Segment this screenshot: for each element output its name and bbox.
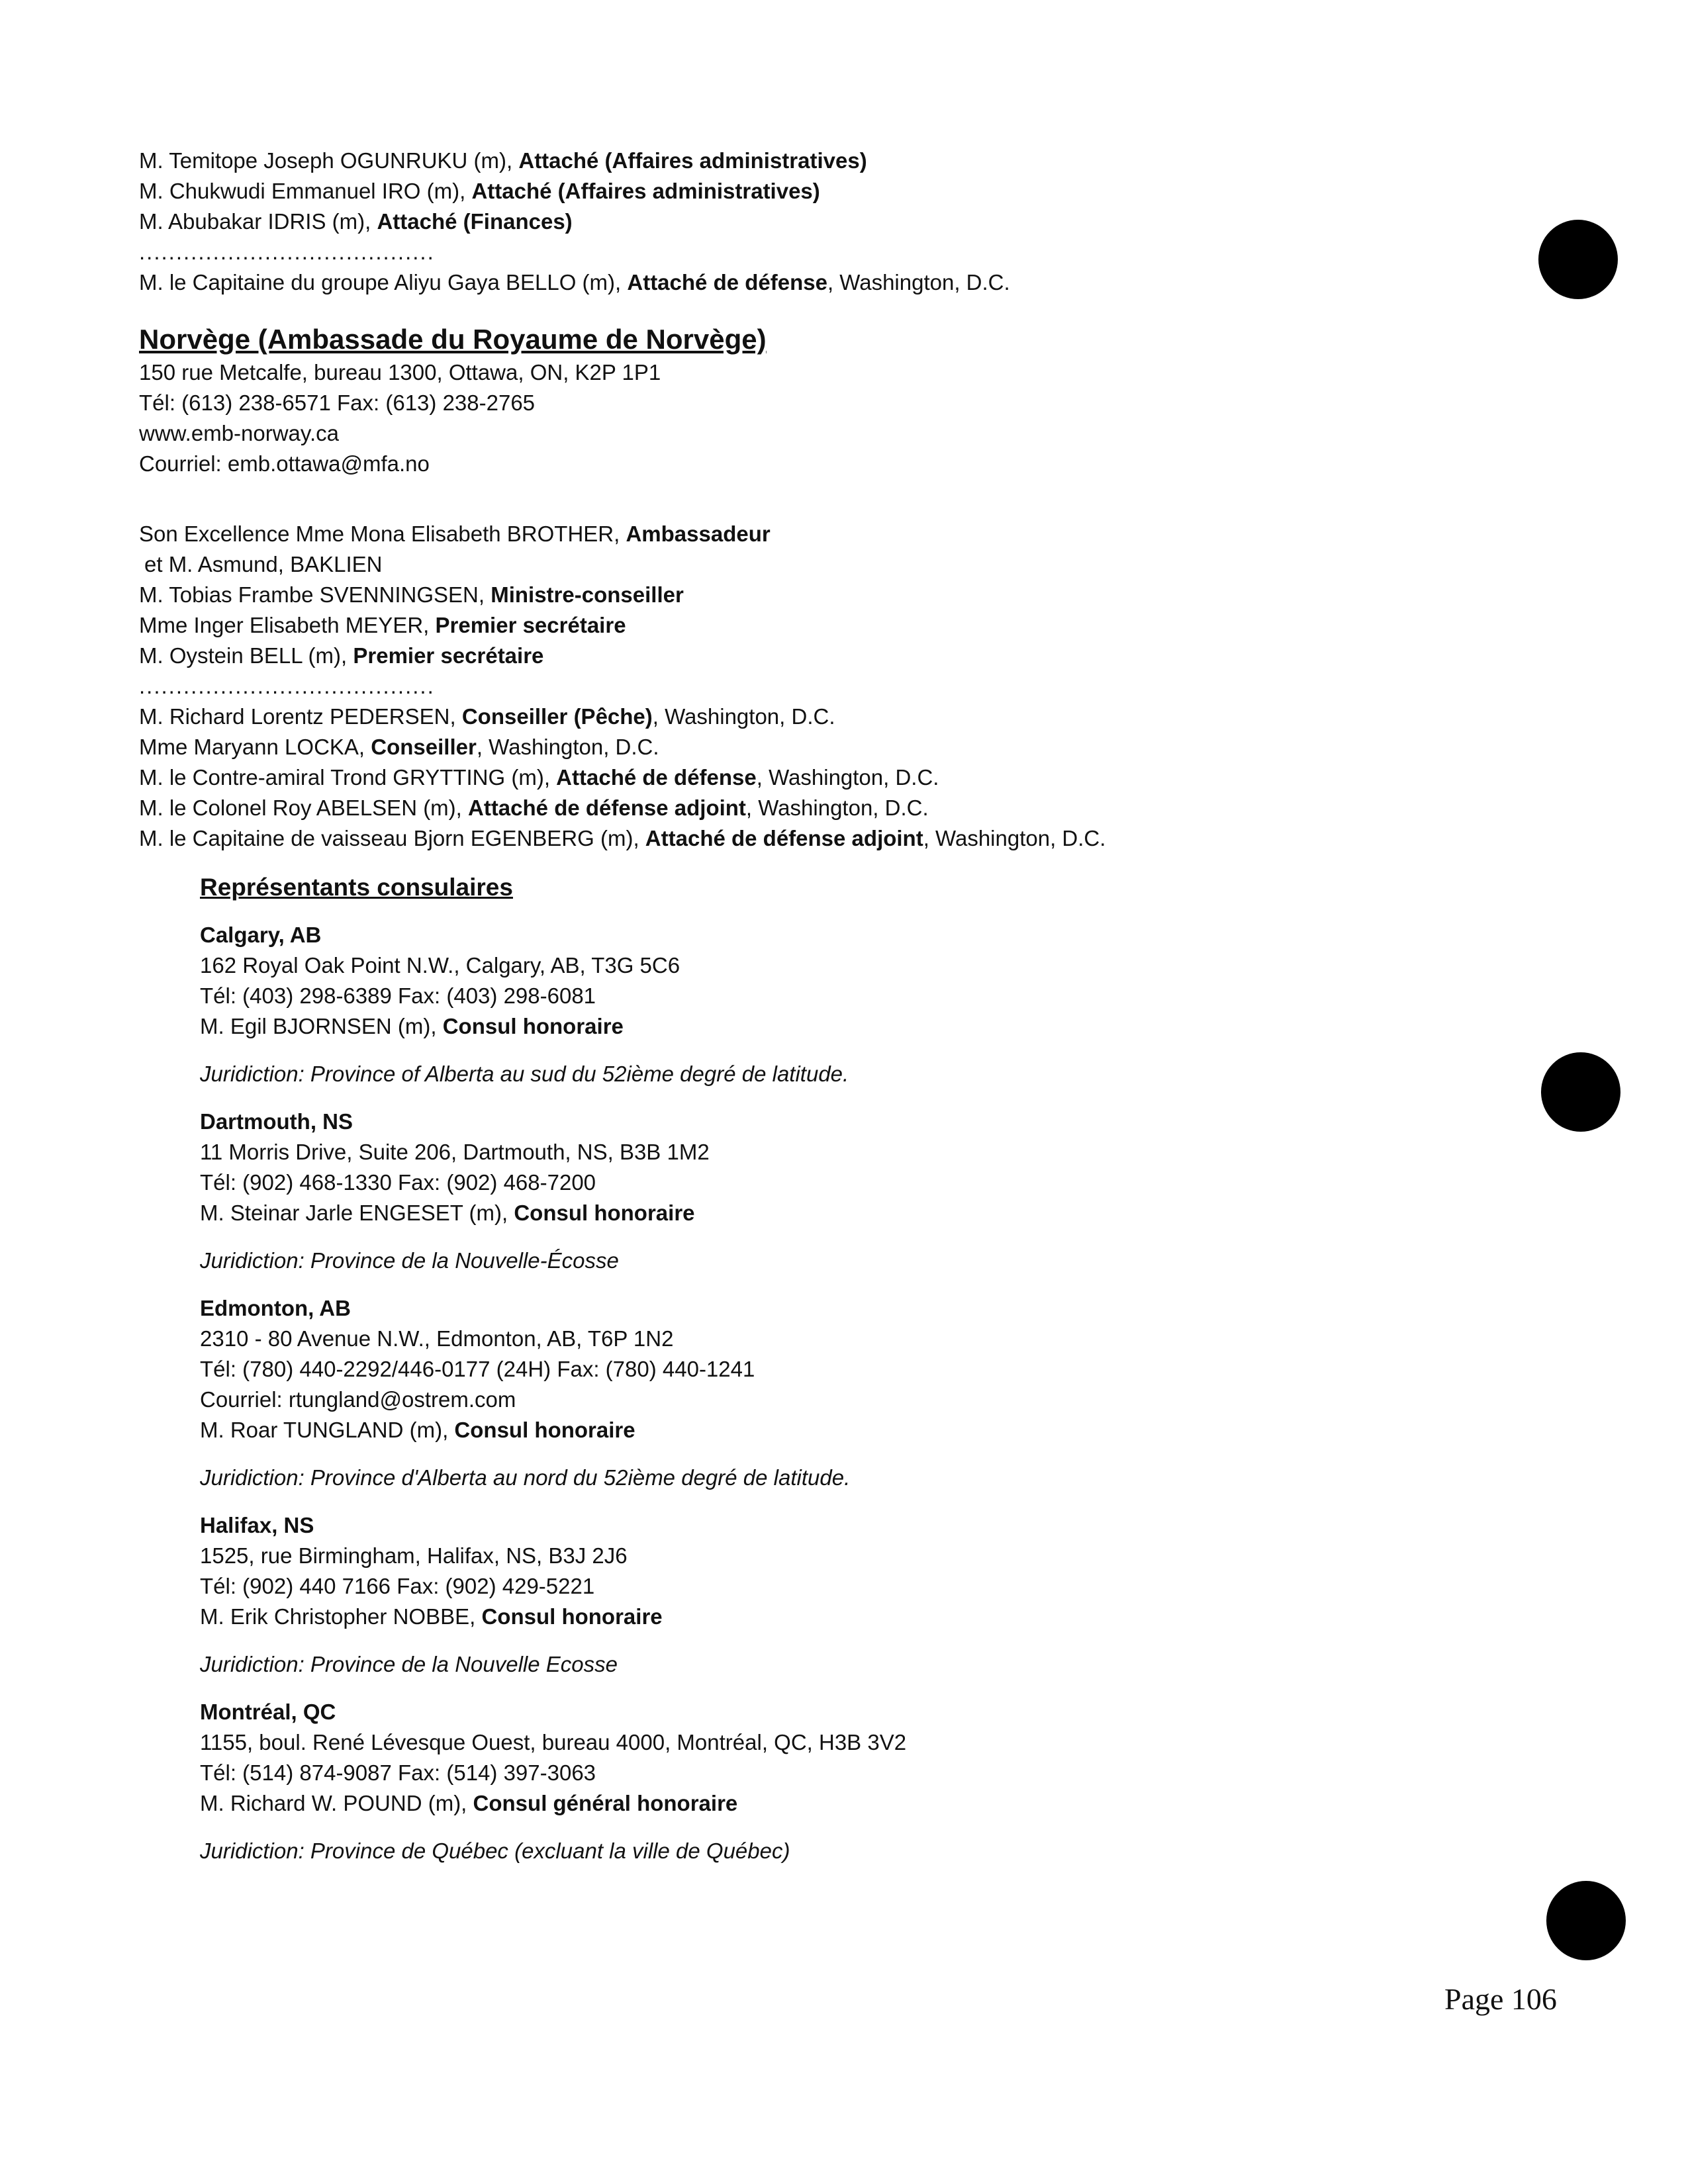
embassy-email[interactable]: Courriel: emb.ottawa@mfa.no xyxy=(139,451,430,476)
consulate-city: Edmonton, AB xyxy=(200,1296,351,1320)
consul-entry: M. Egil BJORNSEN (m), Consul honoraire xyxy=(200,1014,624,1038)
staff-entry: M. Abubakar IDRIS (m), Attaché (Finances) xyxy=(139,209,573,234)
consulate-email[interactable]: Courriel: rtungland@ostrem.com xyxy=(200,1387,516,1412)
nigeria-staff-list xyxy=(139,146,1529,237)
consulate-jurisdiction: Juridiction: Province of Alberta au sud du 52ième degré de latitude. xyxy=(200,1062,849,1086)
dotted-separator: ........................................ xyxy=(139,674,435,698)
document-body xyxy=(139,146,1529,1866)
ambassador-entry: Son Excellence Mme Mona Elisabeth BROTHER, Ambassadeur xyxy=(139,522,771,546)
consulate-jurisdiction: Juridiction: Province de la Nouvelle-Écosse xyxy=(200,1248,619,1273)
dotted-separator: ........................................ xyxy=(139,240,435,264)
consulate-list xyxy=(200,903,1529,1866)
consulate-city: Halifax, NS xyxy=(200,1513,314,1537)
consulate-city: Dartmouth, NS xyxy=(200,1109,353,1134)
staff-entry: M. Richard Lorentz PEDERSEN, Conseiller (Pêche), Washington, D.C. xyxy=(139,704,835,729)
consul-entry: M. Erik Christopher NOBBE, Consul honoraire xyxy=(200,1604,663,1629)
consulate-dartmouth xyxy=(200,1089,1529,1276)
ambassador-spouse: et M. Asmund, BAKLIEN xyxy=(144,552,383,576)
consulate-phone: Tél: (780) 440-2292/446-0177 (24H) Fax: (780) 440-1241 xyxy=(200,1357,755,1381)
consulate-address: 2310 - 80 Avenue N.W., Edmonton, AB, T6P 1N2 xyxy=(200,1326,674,1351)
consulate-halifax xyxy=(200,1493,1529,1680)
consulate-phone: Tél: (403) 298-6389 Fax: (403) 298-6081 xyxy=(200,983,596,1008)
consulate-montreal xyxy=(200,1680,1529,1866)
embassy-address: 150 rue Metcalfe, bureau 1300, Ottawa, ON, K2P 1P1 xyxy=(139,360,661,385)
punch-hole-bottom xyxy=(1546,1881,1626,1960)
consulate-address: 1155, boul. René Lévesque Ouest, bureau 4000, Montréal, QC, H3B 3V2 xyxy=(200,1730,907,1754)
staff-entry: Mme Maryann LOCKA, Conseiller, Washington, D.C. xyxy=(139,735,659,759)
norway-staff-list xyxy=(139,580,1529,671)
consulate-address: 1525, rue Birmingham, Halifax, NS, B3J 2J6 xyxy=(200,1543,628,1568)
consulate-address: 162 Royal Oak Point N.W., Calgary, AB, T3G 5C6 xyxy=(200,953,680,978)
staff-entry: M. le Capitaine du groupe Aliyu Gaya BELLO (m), Attaché de défense, Washington, D.C. xyxy=(139,270,1010,295)
staff-entry: M. le Colonel Roy ABELSEN (m), Attaché de défense adjoint, Washington, D.C. xyxy=(139,796,929,820)
punch-hole-top xyxy=(1538,220,1618,299)
page-number: Page 106 xyxy=(1444,1982,1557,2016)
consul-entry: M. Roar TUNGLAND (m), Consul honoraire xyxy=(200,1418,635,1442)
punch-hole-middle xyxy=(1541,1052,1620,1132)
staff-entry: M. le Contre-amiral Trond GRYTTING (m), Attaché de défense, Washington, D.C. xyxy=(139,765,939,790)
embassy-website[interactable]: www.emb-norway.ca xyxy=(139,421,339,445)
staff-entry: Mme Inger Elisabeth MEYER, Premier secrétaire xyxy=(139,613,626,637)
consulate-edmonton xyxy=(200,1276,1529,1493)
consulate-city: Montréal, QC xyxy=(200,1700,336,1724)
consul-entry: M. Steinar Jarle ENGESET (m), Consul honoraire xyxy=(200,1201,695,1225)
consulate-address: 11 Morris Drive, Suite 206, Dartmouth, NS, B3B 1M2 xyxy=(200,1140,710,1164)
consulate-phone: Tél: (514) 874-9087 Fax: (514) 397-3063 xyxy=(200,1760,596,1785)
consulate-city: Calgary, AB xyxy=(200,923,322,947)
consulate-jurisdiction: Juridiction: Province de la Nouvelle Ecosse xyxy=(200,1652,618,1676)
consulate-jurisdiction: Juridiction: Province de Québec (excluant la ville de Québec) xyxy=(200,1839,790,1863)
consulate-calgary xyxy=(200,903,1529,1089)
staff-entry: M. Temitope Joseph OGUNRUKU (m), Attaché (Affaires administratives) xyxy=(139,148,867,173)
consulate-phone: Tél: (902) 440 7166 Fax: (902) 429-5221 xyxy=(200,1574,595,1598)
consul-entry: M. Richard W. POUND (m), Consul général honoraire xyxy=(200,1791,738,1815)
norway-washington-staff-list xyxy=(139,702,1529,854)
section-heading-consular: Représentants consulaires xyxy=(200,874,513,901)
section-heading-norway: Norvège (Ambassade du Royaume de Norvège) xyxy=(139,324,767,355)
staff-entry: M. Tobias Frambe SVENNINGSEN, Ministre-conseiller xyxy=(139,582,684,607)
consulate-jurisdiction: Juridiction: Province d'Alberta au nord du 52ième degré de latitude. xyxy=(200,1465,851,1490)
staff-entry: M. Oystein BELL (m), Premier secrétaire xyxy=(139,643,544,668)
staff-entry: M. le Capitaine de vaisseau Bjorn EGENBERG (m), Attaché de défense adjoint, Washington, D.C. xyxy=(139,826,1106,850)
staff-entry: M. Chukwudi Emmanuel IRO (m), Attaché (Affaires administratives) xyxy=(139,179,820,203)
embassy-phone: Tél: (613) 238-6571 Fax: (613) 238-2765 xyxy=(139,390,536,415)
consulate-phone: Tél: (902) 468-1330 Fax: (902) 468-7200 xyxy=(200,1170,596,1195)
